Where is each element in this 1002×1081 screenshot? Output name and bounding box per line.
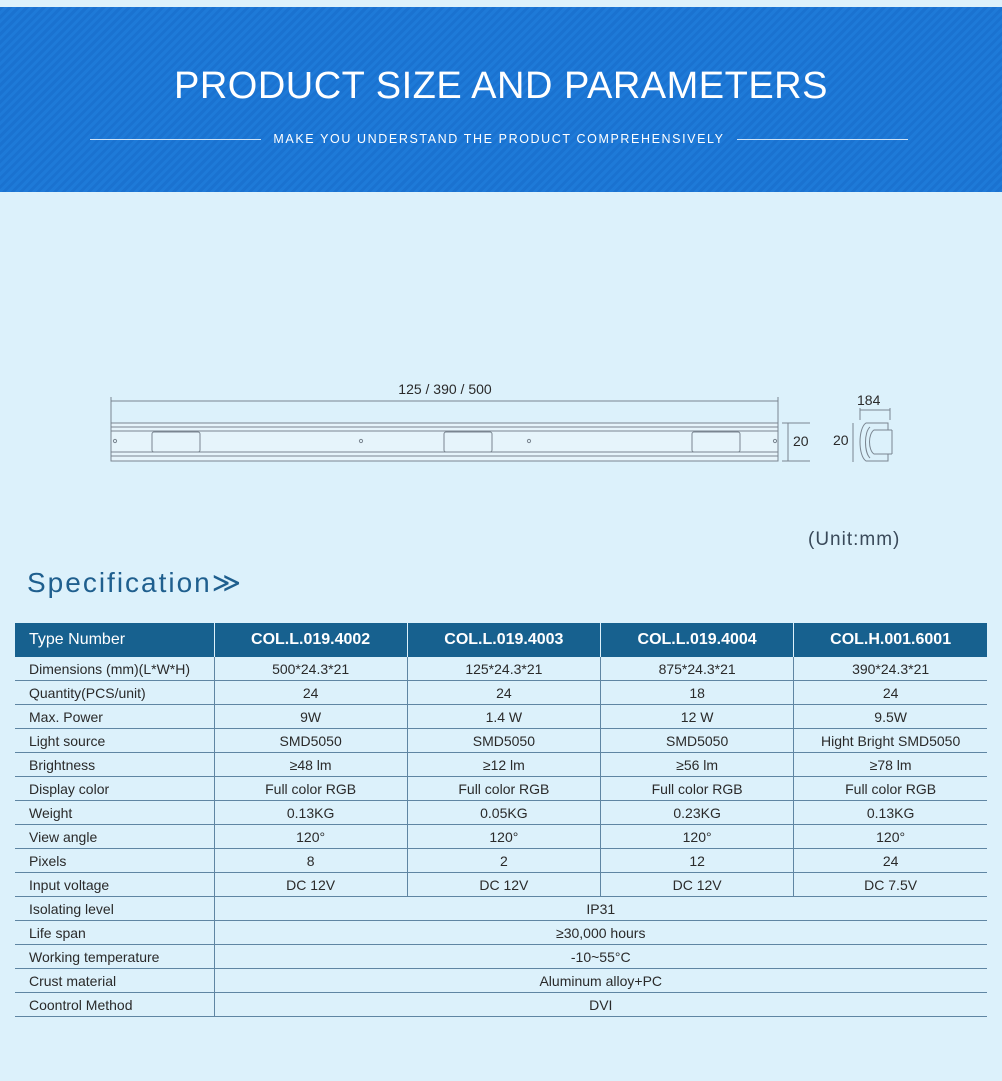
cell-value: 120° xyxy=(601,825,794,849)
cell-value: DC 7.5V xyxy=(794,873,987,897)
row-label: Isolating level xyxy=(15,897,214,921)
cell-value: 390*24.3*21 xyxy=(794,657,987,681)
table-row xyxy=(15,921,987,945)
cell-value: SMD5050 xyxy=(601,729,794,753)
cell-value: 120° xyxy=(407,825,600,849)
header-model: COL.L.019.4003 xyxy=(407,623,600,657)
profile-width-label: 184 xyxy=(857,392,881,408)
shared-cell-value: ≥30,000 hours xyxy=(214,921,987,945)
cell-value: 120° xyxy=(794,825,987,849)
row-label: Max. Power xyxy=(15,705,214,729)
cell-value: Full color RGB xyxy=(407,777,600,801)
row-label: Pixels xyxy=(15,849,214,873)
table-row xyxy=(15,705,987,729)
height-dimension-label: 20 xyxy=(793,433,809,449)
specification-table xyxy=(15,623,987,1017)
cell-value: 9.5W xyxy=(794,705,987,729)
table-row xyxy=(15,657,987,681)
table-row xyxy=(15,825,987,849)
shared-cell-value: DVI xyxy=(214,993,987,1017)
specification-title: Specification≫ xyxy=(27,567,244,598)
header-model: COL.H.001.6001 xyxy=(794,623,987,657)
table-row xyxy=(15,873,987,897)
banner-subtitle: MAKE YOU UNDERSTAND THE PRODUCT COMPREHENSIVELY xyxy=(273,132,725,146)
banner xyxy=(0,7,1002,192)
header-model: COL.L.019.4004 xyxy=(601,623,794,657)
cell-value: 9W xyxy=(214,705,407,729)
cell-value: Hight Bright SMD5050 xyxy=(794,729,987,753)
cell-value: ≥78 lm xyxy=(794,753,987,777)
shared-cell-value: IP31 xyxy=(214,897,987,921)
cell-value: 120° xyxy=(214,825,407,849)
cell-value: 8 xyxy=(214,849,407,873)
cell-value: 1.4 W xyxy=(407,705,600,729)
table-row xyxy=(15,801,987,825)
table-row xyxy=(15,753,987,777)
row-label: Coontrol Method xyxy=(15,993,214,1017)
row-label: Working temperature xyxy=(15,945,214,969)
profile-height-label: 20 xyxy=(833,432,849,448)
cell-value: 0.13KG xyxy=(794,801,987,825)
table-row xyxy=(15,849,987,873)
table-row xyxy=(15,681,987,705)
cell-value: DC 12V xyxy=(601,873,794,897)
cell-value: 12 xyxy=(601,849,794,873)
cell-value: SMD5050 xyxy=(407,729,600,753)
header-type-number: Type Number xyxy=(15,623,214,657)
cell-value: DC 12V xyxy=(214,873,407,897)
cell-value: DC 12V xyxy=(407,873,600,897)
header-model: COL.L.019.4002 xyxy=(214,623,407,657)
banner-subtitle-row xyxy=(90,130,908,148)
table-header-row xyxy=(15,623,987,657)
length-dimension-label: 125 / 390 / 500 xyxy=(398,381,492,397)
table-row xyxy=(15,945,987,969)
unit-note: (Unit:mm) xyxy=(808,529,901,550)
row-label: Display color xyxy=(15,777,214,801)
dimension-drawing xyxy=(0,370,1002,480)
table-row xyxy=(15,993,987,1017)
cell-value: 0.05KG xyxy=(407,801,600,825)
cell-value: SMD5050 xyxy=(214,729,407,753)
cell-value: 125*24.3*21 xyxy=(407,657,600,681)
profile-end-view xyxy=(0,370,1002,480)
table-row xyxy=(15,777,987,801)
cell-value: 24 xyxy=(794,681,987,705)
cell-value: Full color RGB xyxy=(214,777,407,801)
shared-cell-value: -10~55°C xyxy=(214,945,987,969)
cell-value: 2 xyxy=(407,849,600,873)
row-label: Life span xyxy=(15,921,214,945)
cell-value: 500*24.3*21 xyxy=(214,657,407,681)
table-row xyxy=(15,729,987,753)
cell-value: 0.23KG xyxy=(601,801,794,825)
cell-value: ≥12 lm xyxy=(407,753,600,777)
row-label: Input voltage xyxy=(15,873,214,897)
cell-value: 12 W xyxy=(601,705,794,729)
table-row xyxy=(15,969,987,993)
cell-value: Full color RGB xyxy=(601,777,794,801)
row-label: Weight xyxy=(15,801,214,825)
row-label: Light source xyxy=(15,729,214,753)
row-label: Dimensions (mm)(L*W*H) xyxy=(15,657,214,681)
table-row xyxy=(15,897,987,921)
cell-value: 18 xyxy=(601,681,794,705)
cell-value: Full color RGB xyxy=(794,777,987,801)
banner-divider-left xyxy=(90,139,261,140)
cell-value: 24 xyxy=(794,849,987,873)
cell-value: ≥48 lm xyxy=(214,753,407,777)
cell-value: 0.13KG xyxy=(214,801,407,825)
row-label: Brightness xyxy=(15,753,214,777)
shared-cell-value: Aluminum alloy+PC xyxy=(214,969,987,993)
row-label: Crust material xyxy=(15,969,214,993)
row-label: Quantity(PCS/unit) xyxy=(15,681,214,705)
cell-value: 24 xyxy=(214,681,407,705)
row-label: View angle xyxy=(15,825,214,849)
banner-divider-right xyxy=(737,139,908,140)
cell-value: 24 xyxy=(407,681,600,705)
cell-value: 875*24.3*21 xyxy=(601,657,794,681)
cell-value: ≥56 lm xyxy=(601,753,794,777)
banner-title: PRODUCT SIZE AND PARAMETERS xyxy=(174,65,828,107)
